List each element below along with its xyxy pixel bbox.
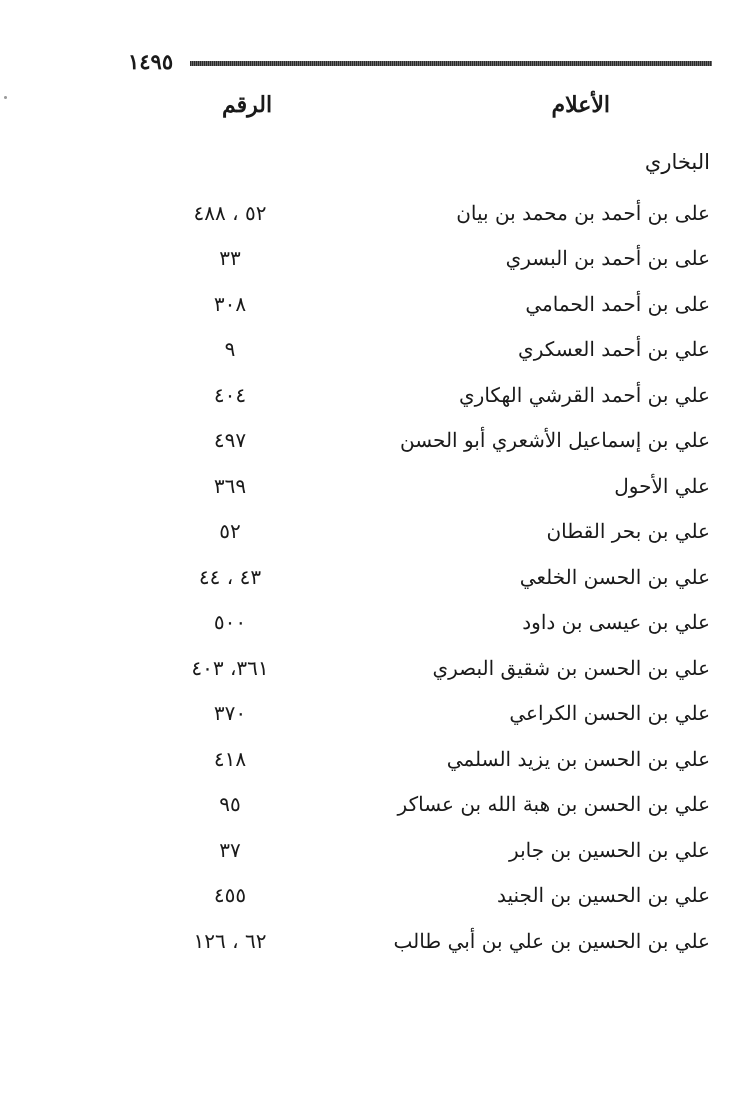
index-entry [150, 645, 710, 691]
index-entry [150, 827, 710, 873]
entry-name: على بن أحمد بن البسري [505, 246, 710, 271]
entry-name: علي بن الحسن بن شقيق البصري [432, 655, 710, 680]
index-entry [150, 463, 710, 509]
entry-reference-number: ٤٠٤ [213, 382, 247, 407]
entry-reference-number: ٤٥٥ [213, 883, 247, 908]
header-rule [190, 61, 712, 66]
entry-name: على بن أحمد بن محمد بن بيان [456, 200, 710, 225]
scan-speck [4, 96, 7, 99]
entry-name: علي بن أحمد العسكري [518, 337, 710, 362]
entry-reference-number: ٦٢ ، ١٢٦ [193, 928, 267, 953]
entry-reference-number: ٣٣ [219, 246, 241, 271]
index-entry [150, 418, 710, 464]
entry-reference-number: ٣٧ [219, 837, 241, 862]
entry-reference-number: ٤٣ ، ٤٤ [198, 564, 262, 589]
entry-reference-number: ٣٦٩ [213, 473, 247, 498]
entry-reference-number: ٤٩٧ [213, 428, 247, 453]
names-column-heading: الأعلام [551, 92, 610, 118]
numbers-column-heading: الرقم [222, 92, 273, 118]
continuation-text: البخاري [644, 150, 710, 174]
entry-name: علي بن الحسن الكراعي [509, 701, 710, 726]
index-entry [150, 327, 710, 373]
entry-name: علي بن أحمد القرشي الهكاري [459, 382, 710, 407]
index-entry [150, 736, 710, 782]
index-entry [150, 873, 710, 919]
entry-reference-number: ٣٠٨ [213, 291, 247, 316]
entry-reference-number: ٣٧٠ [213, 701, 247, 726]
index-entry [150, 554, 710, 600]
entry-name: علي بن الحسين بن علي بن أبي طالب [393, 928, 710, 953]
index-entry [150, 918, 710, 964]
entry-name: على بن أحمد الحمامي [525, 291, 710, 316]
page-number: ١٤٩٥ [128, 49, 174, 74]
entry-name: علي بن الحسين بن الجنيد [496, 883, 710, 908]
index-entry [150, 236, 710, 282]
entry-name: علي بن إسماعيل الأشعري أبو الحسن [399, 428, 710, 453]
entry-name: علي بن الحسن بن يزيد السلمي [446, 746, 710, 771]
entry-reference-number: ٣٦١، ٤٠٣ [191, 655, 269, 680]
entry-reference-number: ٩ [224, 337, 236, 362]
index-entry [150, 782, 710, 828]
entry-name: علي بن الحسن بن هبة الله بن عساكر [397, 792, 710, 817]
index-entry [150, 281, 710, 327]
entry-name: علي بن الحسن الخلعي [519, 564, 710, 589]
index-entry [150, 190, 710, 236]
entry-name: علي بن بحر القطان [546, 519, 710, 544]
entry-reference-number: ٥٠٠ [213, 610, 247, 635]
entry-reference-number: ٥٢ [219, 519, 241, 544]
entry-reference-number: ٤١٨ [213, 746, 247, 771]
page-header [128, 50, 712, 74]
entry-reference-number: ٥٢ ، ٤٨٨ [193, 200, 267, 225]
index-list [150, 190, 710, 964]
index-entry [150, 691, 710, 737]
entry-name: علي الأحول [614, 473, 710, 498]
index-entry [150, 600, 710, 646]
entry-reference-number: ٩٥ [219, 792, 241, 817]
entry-name: علي بن الحسين بن جابر [509, 837, 710, 862]
entry-name: علي بن عيسى بن داود [522, 610, 710, 635]
index-entry [150, 372, 710, 418]
index-entry [150, 509, 710, 555]
